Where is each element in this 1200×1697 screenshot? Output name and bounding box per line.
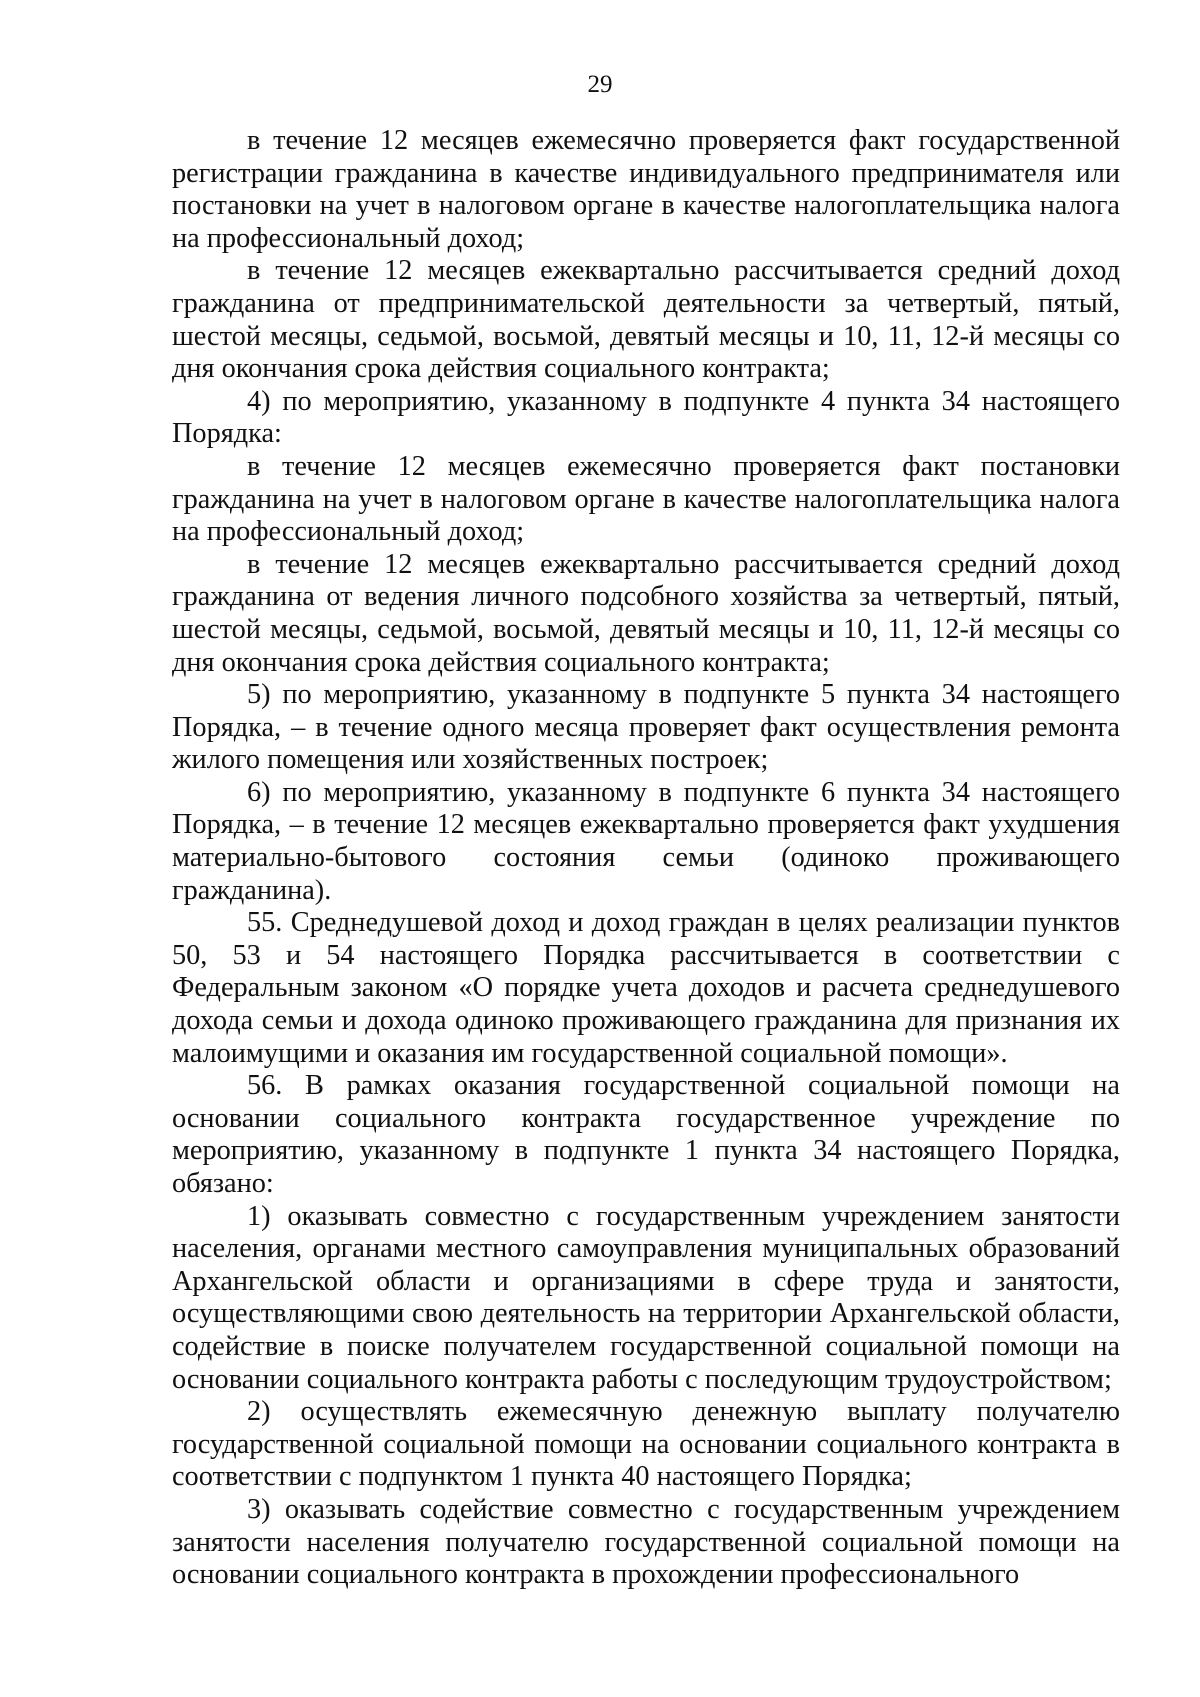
paragraph-9: 56. В рамках оказания государственной социальной помощи на основании социального контракта государственное учреждение по мероприятию, указанному в подпункте 1 пункта 34 настоящего Порядка, обязано: xyxy=(172,1070,1120,1199)
paragraph-4: в течение 12 месяцев ежемесячно проверяется факт постановки гражданина на учет в налоговом органе в качестве налогоплательщика налога на профессиональный доход; xyxy=(172,450,1120,548)
paragraph-12: 3) оказывать содействие совместно с государственным учреждением занятости населения получателю государственной социальной помощи на основании социального контракта в прохождении профессионального xyxy=(172,1493,1120,1591)
paragraph-1: в течение 12 месяцев ежемесячно проверяется факт государственной регистрации гражданина в качестве индивидуального предпринимателя или постановки на учет в налоговом органе в качестве налогоплательщика налога на профессиональный доход; xyxy=(172,125,1120,254)
paragraph-11: 2) осуществлять ежемесячную денежную выплату получателю государственной социальной помощи на основании социального контракта в соответствии с подпунктом 1 пункта 40 настоящего Порядка; xyxy=(172,1396,1120,1493)
paragraph-10: 1) оказывать совместно с государственным учреждением занятости населения, органами местного самоуправления муниципальных образований Архангельской области и организациями в сфере труда и занятости, осуществляющими свою деятельность на территории Архангельской области, содействие в поиске получателем государственной социальной помощи на основании социального контракта работы с последующим трудоустройством; xyxy=(172,1200,1120,1395)
paragraph-3: 4) по мероприятию, указанному в подпункте 4 пункта 34 настоящего Порядка: xyxy=(172,385,1120,450)
paragraph-8: 55. Среднедушевой доход и доход граждан в целях реализации пунктов 50, 53 и 54 настоящего Порядка рассчитывается в соответствии с Федеральным законом «О порядке учета доходов и расчета среднедушевого дохода семьи и дохода одиноко проживающего гражданина для признания их малоимущими и оказания им государственной социальной помощи». xyxy=(172,907,1120,1069)
paragraph-2: в течение 12 месяцев ежеквартально рассчитывается средний доход гражданина от предпринимательской деятельности за четвертый, пятый, шестой месяцы, седьмой, восьмой, девятый месяцы и 10, 11, 12-й месяцы со дня окончания срока действия социального контракта; xyxy=(172,255,1120,385)
document-body xyxy=(172,125,1120,1592)
paragraph-6: 5) по мероприятию, указанному в подпункте 5 пункта 34 настоящего Порядка, – в течение одного месяца проверяет факт осуществления ремонта жилого помещения или хозяйственных построек; xyxy=(172,679,1120,776)
page-number: 29 xyxy=(587,71,613,98)
paragraph-5: в течение 12 месяцев ежеквартально рассчитывается средний доход гражданина от ведения личного подсобного хозяйства за четвертый, пятый, шестой месяцы, седьмой, восьмой, девятый месяцы и 10, 11, 12-й месяцы со дня окончания срока действия социального контракта; xyxy=(172,548,1120,678)
paragraph-7: 6) по мероприятию, указанному в подпункте 6 пункта 34 настоящего Порядка, – в течение 12 месяцев ежеквартально проверяется факт ухудшения материально-бытового состояния семьи (одиноко проживающего гражданина). xyxy=(172,776,1120,906)
